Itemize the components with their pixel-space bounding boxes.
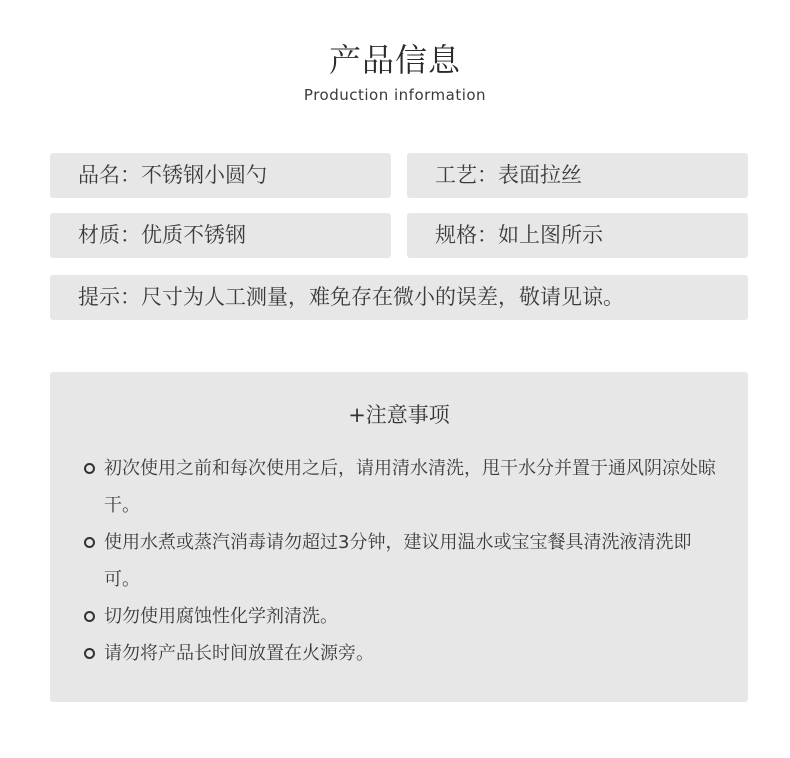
spec-craft: 工艺：表面拉丝 (407, 153, 748, 198)
notice-item (84, 450, 724, 524)
notice-item-text: 切勿使用腐蚀性化学剂清洗。 (104, 606, 338, 627)
notice-list (84, 450, 724, 672)
spec-size: 规格：如上图所示 (407, 213, 748, 258)
spec-product-name: 品名：不锈钢小圆勺 (50, 153, 391, 198)
page-subtitle: Production information (303, 86, 487, 104)
circle-bullet-icon (84, 648, 95, 659)
notice-title: +注意事项 (348, 403, 450, 427)
notice-item-text: 请勿将产品长时间放置在火源旁。 (104, 643, 374, 664)
page-title: 产品信息 (328, 41, 461, 79)
circle-bullet-icon (84, 463, 95, 474)
notice-item (84, 598, 724, 635)
notice-panel (50, 372, 748, 702)
notice-item-text: 初次使用之前和每次使用之后，请用清水清洗，甩干水分并置于通风阴凉处晾干。 (104, 458, 716, 516)
circle-bullet-icon (84, 537, 95, 548)
notice-item (84, 635, 724, 672)
spec-material: 材质：优质不锈钢 (50, 213, 391, 258)
spec-note: 提示：尺寸为人工测量，难免存在微小的误差，敬请见谅。 (50, 275, 748, 320)
circle-bullet-icon (84, 611, 95, 622)
notice-item (84, 524, 724, 598)
notice-item-text: 使用水煮或蒸汽消毒请勿超过3分钟，建议用温水或宝宝餐具清洗液清洗即可。 (104, 532, 692, 590)
